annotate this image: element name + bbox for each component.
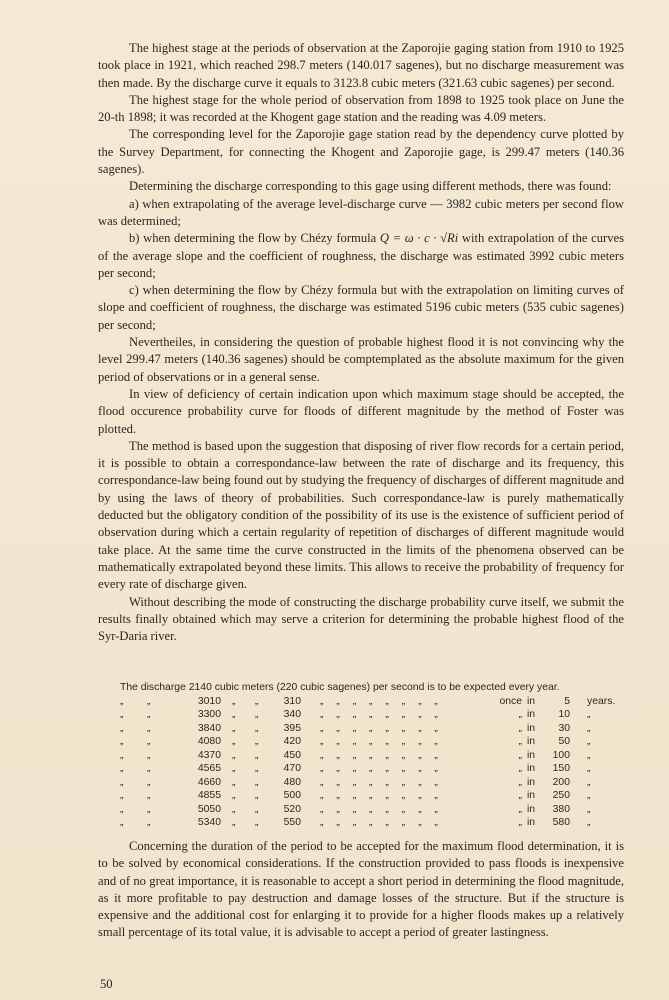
cubic-sagenes-value: 480 [283, 776, 301, 788]
cubic-sagenes-value: 550 [283, 817, 301, 828]
ditto-mark: „ [232, 803, 236, 815]
ditto-mark: „ [120, 736, 124, 747]
ditto-mark: „ [120, 695, 124, 707]
frequency-prefix: „ [518, 803, 522, 815]
ditto-mark: „ [232, 709, 236, 720]
paragraph: The highest stage at the periods of observation at the Zaporojie gaging station from 1910 to 1925 took place in 1921, which reached 298.7 meters (140.017 sagenes), but no discharge measurement was then made. By the discharge curve it equals to 3123.8 cubic meters (321.63 cubic sagenes) per second. [98, 41, 624, 90]
in-word: in [527, 709, 536, 720]
frequency-prefix: „ [518, 749, 522, 761]
ditto-mark: „ [120, 790, 124, 801]
ditto-marks: „ „ „ „ „ „ „ „ [320, 695, 443, 707]
ditto-mark: „ [255, 709, 259, 720]
paragraph: The corresponding level for the Zaporojie gage station read by the dependency curve plotted by the Survey Department, for connecting the Khogent and Zaporojie gage, is 299.47 meters (140.36 sagenes). [98, 127, 624, 177]
ditto-mark: „ [147, 722, 151, 734]
text-fragment: b) when determining the flow by Chézy formula [129, 231, 380, 246]
paragraph-chezy [98, 230, 624, 282]
chezy-formula: Q = ω · c · √Ri [379, 231, 459, 246]
paragraph: a) when extrapolating of the average level-discharge curve — 3982 cubic meters per second flow was determined; [98, 196, 624, 228]
ditto-mark: „ [147, 776, 151, 788]
ditto-marks: „ „ „ „ „ „ „ „ [320, 803, 443, 815]
paragraph: Without describing the mode of constructing the discharge probability curve itself, we submit the results finally obtained which may serve a criterion for determining the probable highest flood of the Syr-Daria river. [98, 594, 624, 644]
ditto-mark: „ [147, 790, 151, 801]
frequency-prefix: „ [518, 790, 522, 801]
frequency-unit: „ [587, 776, 591, 788]
frequency-prefix: „ [518, 776, 522, 788]
ditto-mark: „ [120, 763, 124, 774]
in-word: in [527, 695, 536, 707]
table-row [120, 816, 625, 830]
cubic-meters-value: 4855 [197, 790, 221, 801]
ditto-mark: „ [232, 736, 236, 747]
page-number: 50 [100, 977, 113, 991]
in-word: in [527, 790, 536, 801]
paragraph: The method is based upon the suggestion that disposing of river flow records for a certain period, it is possible to obtain a correspondance-law between the rate of discharge and its frequency, this correspondance-law being found out by studying the frequency of discharges of different magnitude and by using the laws of theory of probabilities. Such correspondance-law is purely mathematically deducted but the obligatory condition of the possibility of its use is the existence of sufficient period of observation during which a certain regularity of repetition of discharges of different magnitude would take place. At the same time the curve constructed in the limits of the phenomena observed can be mathematically extrapolated beyond these limits. This allows to receive the probability of frequency for every rate of discharge given. [98, 438, 624, 592]
cubic-sagenes-value: 395 [283, 722, 301, 734]
ditto-mark: „ [255, 763, 259, 774]
in-word: in [527, 776, 536, 788]
ditto-marks: „ „ „ „ „ „ „ „ [320, 763, 443, 774]
ditto-marks: „ „ „ „ „ „ „ „ [320, 776, 443, 788]
table-row [120, 762, 625, 776]
in-word: in [527, 749, 536, 761]
ditto-mark: „ [232, 763, 236, 774]
table-row [120, 708, 625, 722]
ditto-mark: „ [147, 763, 151, 774]
frequency-unit: „ [587, 722, 591, 734]
frequency-unit: „ [587, 817, 591, 828]
ditto-mark: „ [120, 817, 124, 828]
in-word: in [527, 763, 536, 774]
ditto-mark: „ [255, 722, 259, 734]
cubic-sagenes-value: 500 [283, 790, 301, 801]
frequency-prefix: „ [518, 722, 522, 734]
ditto-mark: „ [232, 790, 236, 801]
paragraph: In view of deficiency of certain indication upon which maximum stage should be accepted, the flood occurence probability curve for floods of different magnitude by the method of Foster was plotted. [98, 386, 624, 436]
frequency-value: 30 [558, 722, 570, 734]
in-word: in [527, 817, 536, 828]
cubic-meters-value: 5050 [197, 803, 221, 815]
frequency-value: 150 [552, 763, 570, 774]
paragraph: Nevertheiles, in considering the question of probable highest flood it is not convincing why the level 299.47 meters (140.36 sagenes) should be comptemplated as the absolute maximum for the given period of observations or in a general sense. [98, 335, 624, 384]
in-word: in [527, 722, 536, 734]
table-row [120, 789, 625, 803]
in-word: in [527, 736, 536, 747]
ditto-mark: „ [147, 709, 151, 720]
table-row [120, 776, 625, 790]
discharge-frequency-table [120, 681, 625, 830]
frequency-prefix: once [499, 695, 522, 707]
text-fragment: with extrapolation of the curves of the average slope and the coefficient of roughness, the discharge was estimated 3992 cubic meters per second; [98, 231, 624, 280]
ditto-mark: „ [255, 695, 259, 707]
ditto-marks: „ „ „ „ „ „ „ „ [320, 736, 443, 747]
cubic-meters-value: 4660 [197, 776, 221, 788]
ditto-mark: „ [147, 817, 151, 828]
table-row [120, 722, 625, 736]
main-text [98, 40, 624, 645]
frequency-prefix: „ [518, 736, 522, 747]
frequency-unit: „ [587, 709, 591, 720]
cubic-sagenes-value: 450 [283, 749, 301, 761]
table-rows [120, 695, 625, 830]
ditto-mark: „ [255, 776, 259, 788]
frequency-unit: „ [587, 790, 591, 801]
frequency-value: 200 [552, 776, 570, 788]
ditto-marks: „ „ „ „ „ „ „ „ [320, 709, 443, 720]
table-row [120, 803, 625, 817]
frequency-value: 5 [564, 695, 570, 707]
ditto-mark: „ [255, 803, 259, 815]
paragraph: c) when determining the flow by Chézy formula but with the extrapolation on limiting curves of slope and coefficient of roughness, the discharge was estimated 5196 cubic meters (535 cubic sagenes) per second; [98, 283, 624, 332]
ditto-mark: „ [120, 776, 124, 788]
ditto-mark: „ [120, 722, 124, 734]
cubic-sagenes-value: 520 [283, 803, 301, 815]
ditto-mark: „ [147, 736, 151, 747]
paragraph: Concerning the duration of the period to be accepted for the maximum flood determination, it is to be solved by economical considerations. If the construction provided to pass floods is inexpensive and of no great importance, it is reasonable to accept a short period in determining the flood magnitude, as it more profitable to pay destruction and damage losses of the structure. But if the structure is expensive and the additional cost for enlarging it to provide for a higher floods makes up a relatively small percentage of its total value, it is advisable to accept a period of greater lastingness. [98, 839, 624, 940]
cubic-sagenes-value: 340 [283, 709, 301, 720]
ditto-marks: „ „ „ „ „ „ „ „ [320, 749, 443, 761]
frequency-unit: „ [587, 749, 591, 761]
ditto-mark: „ [120, 803, 124, 815]
ditto-mark: „ [232, 722, 236, 734]
cubic-sagenes-value: 420 [283, 736, 301, 747]
frequency-prefix: „ [518, 763, 522, 774]
frequency-value: 380 [552, 803, 570, 815]
ditto-mark: „ [232, 776, 236, 788]
in-word: in [527, 803, 536, 815]
frequency-unit: „ [587, 803, 591, 815]
frequency-unit: years. [587, 695, 616, 707]
cubic-sagenes-value: 470 [283, 763, 301, 774]
ditto-mark: „ [147, 695, 151, 707]
frequency-value: 580 [552, 817, 570, 828]
cubic-meters-value: 3010 [197, 695, 221, 707]
frequency-value: 250 [552, 790, 570, 801]
ditto-mark: „ [255, 790, 259, 801]
ditto-mark: „ [255, 736, 259, 747]
table-row [120, 749, 625, 763]
cubic-meters-value: 3300 [197, 709, 221, 720]
frequency-value: 100 [552, 749, 570, 761]
cubic-meters-value: 5340 [197, 817, 221, 828]
closing-text [98, 838, 624, 942]
cubic-meters-value: 4370 [197, 749, 221, 761]
ditto-mark: „ [147, 749, 151, 761]
ditto-mark: „ [147, 803, 151, 815]
cubic-sagenes-value: 310 [283, 695, 301, 707]
ditto-mark: „ [232, 749, 236, 761]
ditto-mark: „ [255, 817, 259, 828]
paragraph: Determining the discharge corresponding to this gage using different methods, there was found: [129, 179, 612, 194]
ditto-mark: „ [232, 817, 236, 828]
table-intro: The discharge 2140 cubic meters (220 cubic sagenes) per second is to be expected every year. [120, 682, 560, 693]
ditto-marks: „ „ „ „ „ „ „ „ [320, 722, 443, 734]
cubic-meters-value: 4080 [197, 736, 221, 747]
ditto-mark: „ [120, 749, 124, 761]
ditto-marks: „ „ „ „ „ „ „ „ [320, 790, 443, 801]
table-row [120, 735, 625, 749]
frequency-prefix: „ [518, 709, 522, 720]
cubic-meters-value: 4565 [197, 763, 221, 774]
paragraph: The highest stage for the whole period of observation from 1898 to 1925 took place on June the 20-th 1898; it was recorded at the Khogent gage station and the reading was 4.09 meters. [98, 92, 624, 125]
ditto-mark: „ [255, 749, 259, 761]
frequency-value: 50 [558, 736, 570, 747]
frequency-unit: „ [587, 736, 591, 747]
cubic-meters-value: 3840 [197, 722, 221, 734]
table-row [120, 695, 625, 709]
frequency-unit: „ [587, 763, 591, 774]
frequency-value: 10 [558, 709, 570, 720]
frequency-prefix: „ [518, 817, 522, 828]
ditto-mark: „ [232, 695, 236, 707]
ditto-marks: „ „ „ „ „ „ „ „ [320, 817, 443, 828]
ditto-mark: „ [120, 709, 124, 720]
